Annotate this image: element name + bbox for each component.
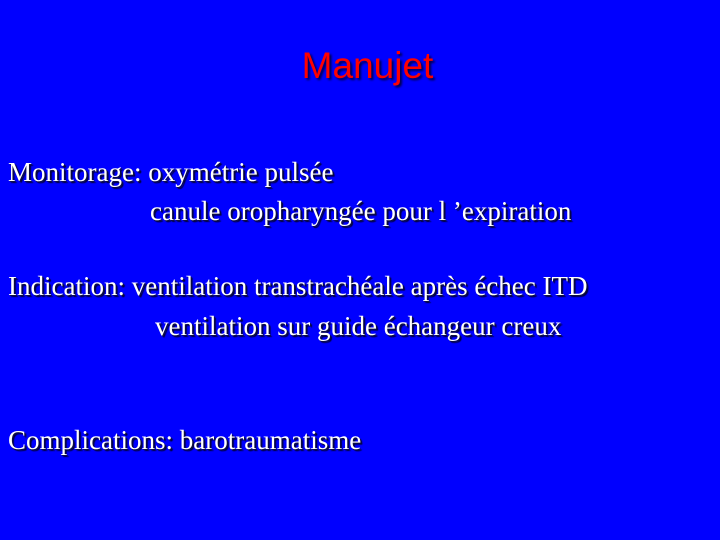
monitorage-line (8, 155, 333, 189)
complications-label: Complications (8, 425, 166, 455)
indication-label: Indication (8, 271, 118, 301)
indication-separator: : (117, 271, 132, 301)
indication-line (8, 269, 588, 303)
indication-value-2: ventilation sur guide échangeur creux (155, 311, 562, 341)
monitorage-separator: : (133, 157, 149, 187)
monitorage-value-2: canule oropharyngée pour l ’expiration (150, 196, 572, 226)
complications-line (8, 423, 361, 457)
indication-value-1: ventilation transtrachéale après échec ITD (131, 271, 588, 301)
complications-value-1: barotraumatisme (179, 425, 362, 455)
monitorage-label: Monitorage (8, 157, 134, 187)
complications-separator: : (165, 425, 180, 455)
monitorage-value-1: oxymétrie pulsée (148, 157, 334, 187)
slide-title: Manujet (301, 45, 434, 86)
